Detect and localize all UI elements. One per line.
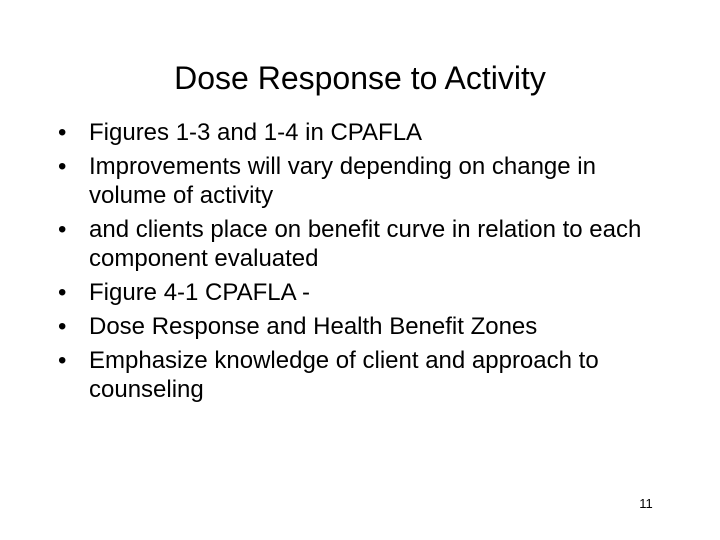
bullet-icon: • <box>58 216 67 243</box>
bullet-icon: • <box>58 313 67 340</box>
list-item <box>58 346 678 404</box>
bullet-icon: • <box>58 153 67 180</box>
list-item <box>58 118 678 147</box>
slide-title: Dose Response to Activity <box>174 60 546 96</box>
bullet-text: Figures 1-3 and 1-4 in CPAFLA <box>89 119 423 146</box>
bullet-list <box>58 118 678 409</box>
page-number: 11 <box>639 496 653 511</box>
list-item <box>58 278 678 307</box>
list-item <box>58 215 678 273</box>
list-item <box>58 152 678 210</box>
bullet-text: Emphasize knowledge of client and approach to counseling <box>89 347 599 403</box>
bullet-icon: • <box>58 347 67 374</box>
bullet-icon: • <box>58 279 67 306</box>
bullet-text: Improvements will vary depending on change in volume of activity <box>89 153 596 209</box>
bullet-text: Dose Response and Health Benefit Zones <box>89 313 538 340</box>
bullet-text: Figure 4-1 CPAFLA - <box>89 279 310 306</box>
list-item <box>58 312 678 341</box>
bullet-icon: • <box>58 119 67 146</box>
bullet-text: and clients place on benefit curve in relation to each component evaluated <box>89 216 642 272</box>
